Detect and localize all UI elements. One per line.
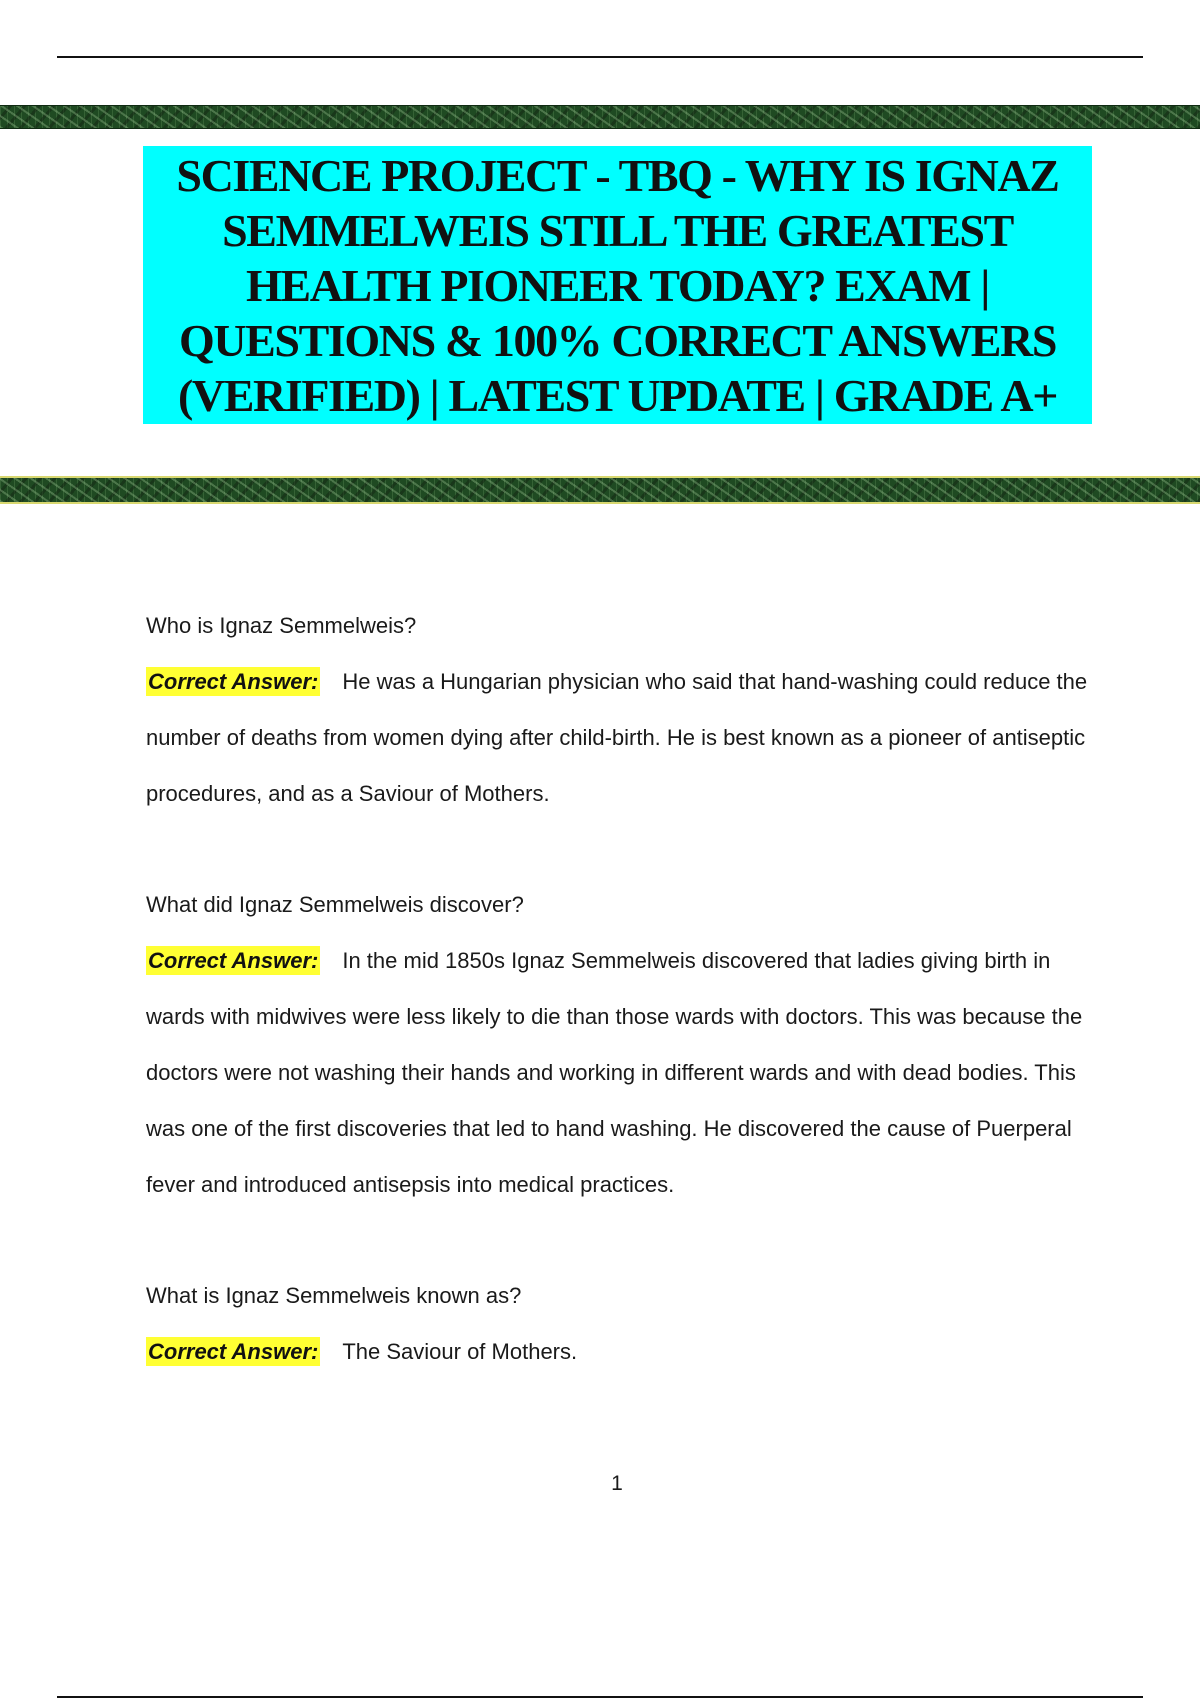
answer-paragraph (146, 654, 1096, 822)
answer-text: He was a Hungarian physician who said that hand-washing could reduce the number of deaths from women dying after child-birth. He is best known as a pioneer of antiseptic procedures, and as a Saviour of Mothers. (146, 669, 1088, 806)
answer-paragraph (146, 1324, 1096, 1380)
question-text: What did Ignaz Semmelweis discover? (146, 892, 524, 917)
decorative-band-bottom (0, 476, 1200, 504)
page-number: 1 (611, 1472, 623, 1495)
qa-list (146, 598, 1096, 1380)
answer-text: The Saviour of Mothers. (342, 1339, 578, 1364)
title-block (143, 146, 1092, 424)
question-text: Who is Ignaz Semmelweis? (146, 613, 417, 638)
correct-answer-tag: Correct Answer: (148, 948, 319, 973)
question-text: What is Ignaz Semmelweis known as? (146, 1283, 522, 1308)
answer-text: In the mid 1850s Ignaz Semmelweis discovered that ladies giving birth in wards with midwives were less likely to die than those wards with doctors. This was because the doctors were not washing their hands and working in different wards and with dead bodies. This was one of the first discoveries that led to hand washing. He discovered the cause of Puerperal fever and introduced antisepsis into medical practices. (146, 948, 1083, 1197)
bottom-rule (57, 1696, 1143, 1698)
document-title: SCIENCE PROJECT - TBQ - WHY IS IGNAZ SEMMELWEIS STILL THE GREATEST HEALTH PIONEER TODAY? EXAM | QUESTIONS & 100% CORRECT ANSWERS (VERIFIED) | LATEST UPDATE | GRADE A+ (176, 149, 1059, 421)
decorative-band-top (0, 105, 1200, 129)
top-rule (57, 56, 1143, 58)
correct-answer-tag: Correct Answer: (148, 669, 319, 694)
correct-answer-tag: Correct Answer: (148, 1339, 319, 1364)
qa-item (146, 1268, 1096, 1380)
answer-paragraph (146, 933, 1096, 1213)
qa-item (146, 877, 1096, 1213)
qa-item (146, 598, 1096, 822)
